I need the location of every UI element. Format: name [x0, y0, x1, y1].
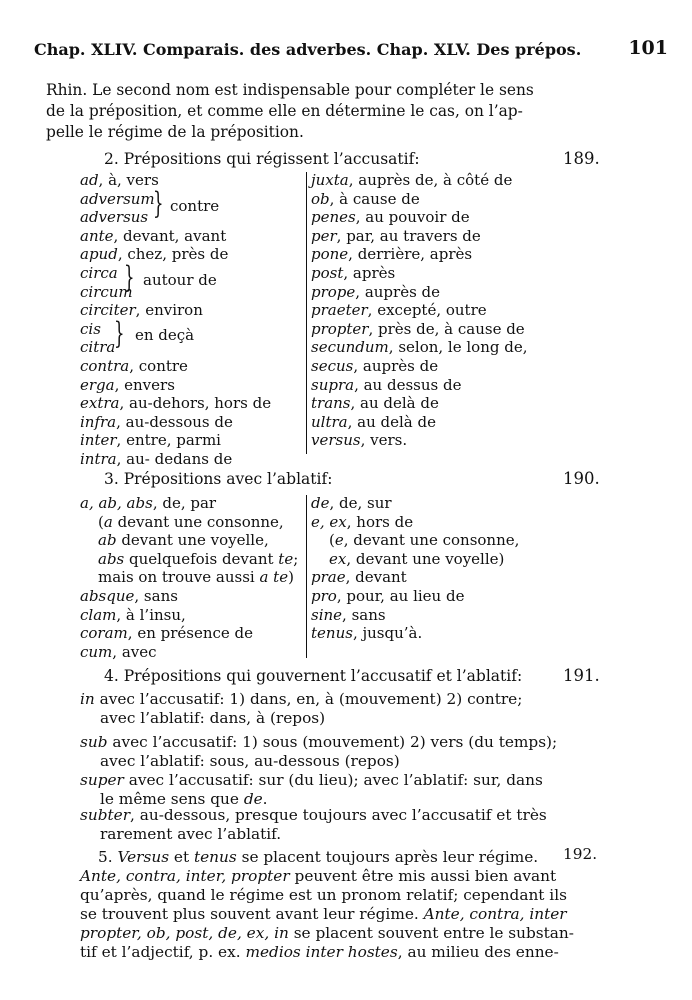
- s2-left-entry: infra, au-dessous de: [80, 412, 233, 431]
- s3-left-entry: coram, en présence de: [80, 624, 254, 643]
- s2-right-entry: ob, à cause de: [311, 189, 420, 208]
- s3-left-entry: mais on trouve aussi a te): [98, 568, 294, 587]
- column-divider: [306, 172, 307, 454]
- s2-left-entry: erga, envers: [80, 375, 175, 394]
- s2-left-entry: contra, contre: [80, 356, 188, 375]
- s4-line: le même sens que de.: [100, 790, 268, 808]
- s2-left-entry: inter, entre, parmi: [80, 431, 221, 450]
- s3-left-entry: abs quelquefois devant te;: [98, 549, 299, 568]
- brace: }: [153, 186, 164, 221]
- brace-label-deca: en deçà: [135, 326, 195, 344]
- s2-left-entry: circum: [80, 282, 133, 301]
- s3-right-entry: ex, devant une voyelle): [329, 549, 505, 568]
- column-divider: [306, 495, 307, 658]
- s3-right-entry: sine, sans: [311, 605, 386, 624]
- s2-left-entry: intra, au- dedans de: [80, 449, 233, 468]
- s2-right-entry: pone, derrière, après: [311, 245, 473, 264]
- s2-right-entry: versus, vers.: [311, 431, 408, 450]
- s2-right-entry: prope, auprès de: [311, 282, 441, 301]
- s5-line-5: propter, ob, post, de, ex, in se placent souvent entre le substan-: [80, 924, 574, 942]
- s3-right-entry: de, de, sur: [311, 494, 392, 512]
- s2-left-entry: apud, chez, près de: [80, 245, 229, 264]
- s4-line: rarement avec l’ablatif.: [100, 825, 282, 843]
- s3-left-entry: (a devant une consonne,: [98, 512, 284, 531]
- s2-right-entry: post, après: [311, 263, 396, 282]
- s2-left-entry: ante, devant, avant: [80, 226, 227, 245]
- intro-line: de la préposition, et comme elle en détermine le cas, on l’ap-: [46, 102, 523, 120]
- section-3-right-column: [311, 494, 519, 643]
- s2-right-entry: supra, au dessus de: [311, 375, 462, 394]
- s3-right-entry: pro, pour, au lieu de: [311, 586, 465, 605]
- section-4-title: 4. Prépositions qui gouvernent l’accusatif et l’ablatif:: [104, 667, 523, 685]
- s2-left-entry: extra, au-dehors, hors de: [80, 394, 272, 413]
- s2-right-entry: secus, auprès de: [311, 356, 439, 375]
- section-3-title: 3. Prépositions avec l’ablatif:: [104, 470, 333, 488]
- s2-left-entry: cis: [80, 319, 101, 338]
- s3-right-entry: tenus, jusqu’à.: [311, 624, 423, 643]
- s2-left-entry: ad, à, vers: [80, 171, 159, 189]
- intro-line: pelle le régime de la préposition.: [46, 123, 304, 141]
- intro-line: Rhin. Le second nom est indispensable pour compléter le sens: [46, 81, 534, 99]
- s2-right-entry: trans, au delà de: [311, 394, 439, 413]
- s2-right-entry: praeter, excepté, outre: [311, 301, 487, 320]
- s3-right-entry: (e, devant une consonne,: [329, 531, 520, 550]
- s4-line: avec l’ablatif: sous, au-dessous (repos): [100, 752, 400, 770]
- brace-label-contre: contre: [170, 197, 220, 215]
- s4-line: sub avec l’accusatif: 1) sous (mouvement) 2) vers (du temps);: [80, 733, 558, 751]
- section-2-left-column: [80, 171, 271, 469]
- s3-left-entry: absque, sans: [80, 586, 178, 605]
- running-header: [34, 37, 668, 59]
- s3-left-entry: a, ab, abs, de, par: [80, 494, 217, 512]
- s5-line-4: se trouvent plus souvent avant leur régime. Ante, contra, inter: [80, 905, 567, 923]
- s2-right-entry: propter, près de, à cause de: [311, 319, 525, 338]
- section-2-title: 2. Prépositions qui régissent l’accusatif:: [104, 150, 420, 168]
- section-5-number: 192.: [563, 845, 598, 863]
- s2-left-entry: circa: [80, 263, 118, 282]
- s2-right-entry: secundum, selon, le long de,: [311, 338, 528, 357]
- s5-line-2: Ante, contra, inter, propter peuvent être mis aussi bien avant: [80, 867, 557, 885]
- s2-left-entry: citra: [80, 338, 116, 357]
- s3-left-entry: cum, avec: [80, 642, 157, 661]
- s2-right-entry: juxta, auprès de, à côté de: [311, 171, 513, 189]
- brace-label-autour: autour de: [143, 271, 217, 289]
- s5-line-1: 5. Versus et tenus se placent toujours après leur régime.: [98, 848, 539, 866]
- s4-line: subter, au-dessous, presque toujours avec l’accusatif et très: [80, 806, 547, 824]
- s2-left-entry: circiter, environ: [80, 301, 203, 320]
- s2-right-entry: per, par, au travers de: [311, 226, 481, 245]
- s2-left-entry: adversus: [80, 208, 149, 227]
- section-3-left-column: [80, 494, 298, 661]
- s4-line: super avec l’accusatif: sur (du lieu); avec l’ablatif: sur, dans: [80, 771, 543, 789]
- s2-left-entry: adversum: [80, 189, 155, 208]
- section-3-number: 190.: [563, 469, 600, 488]
- s5-line-3: qu’après, quand le régime est un pronom relatif; cependant ils: [80, 886, 567, 904]
- section-2-right-column: [311, 171, 527, 450]
- header-title: Chap. XLIV. Comparais. des adverbes. Chap. XLV. Des prépos.: [34, 40, 582, 59]
- s5-line-6: tif et l’adjectif, p. ex. medios inter hostes, au milieu des enne-: [80, 943, 559, 961]
- page-number: 101: [628, 37, 668, 59]
- s2-right-entry: ultra, au delà de: [311, 412, 436, 431]
- s2-right-entry: penes, au pouvoir de: [311, 208, 470, 227]
- s3-right-entry: prae, devant: [311, 568, 407, 587]
- s3-right-entry: e, ex, hors de: [311, 512, 414, 531]
- s4-line: in avec l’accusatif: 1) dans, en, à (mouvement) 2) contre;: [80, 690, 523, 708]
- s4-line: avec l’ablatif: dans, à (repos): [100, 709, 326, 727]
- section-2-number: 189.: [563, 149, 600, 168]
- brace: }: [124, 260, 135, 295]
- s3-left-entry: ab devant une voyelle,: [98, 531, 269, 550]
- s3-left-entry: clam, à l’insu,: [80, 605, 186, 624]
- brace: }: [114, 316, 125, 351]
- section-4-number: 191.: [563, 666, 600, 685]
